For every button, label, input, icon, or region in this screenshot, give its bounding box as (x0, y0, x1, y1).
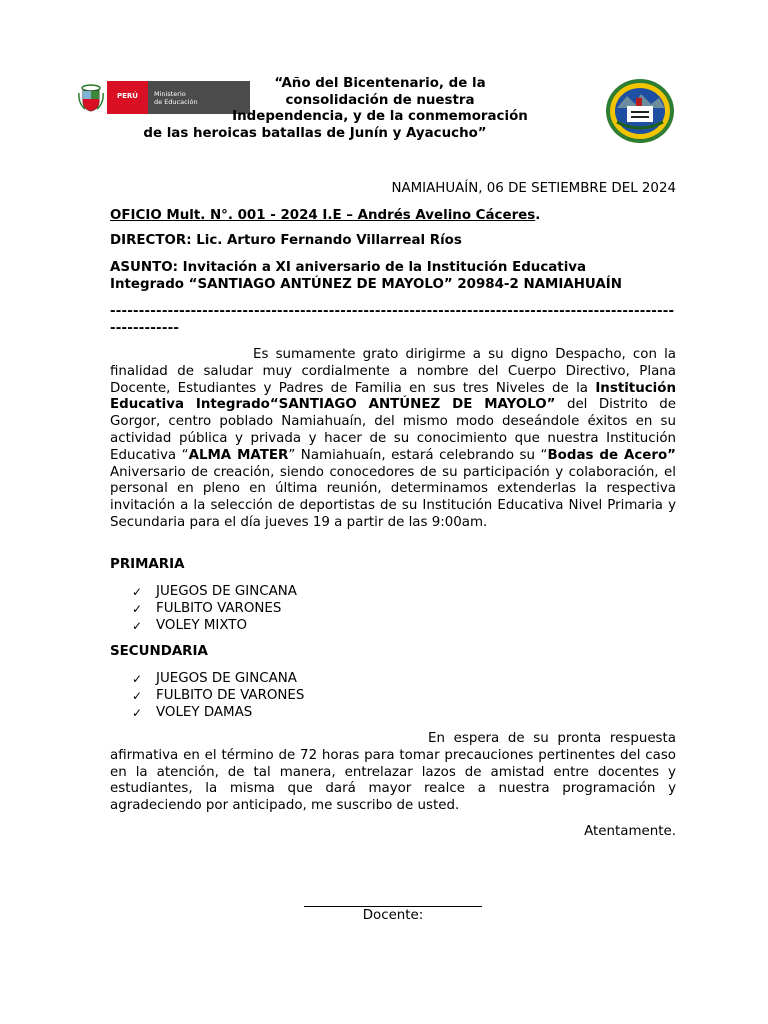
check-icon: ✓ (132, 601, 143, 616)
list-item-label: VOLEY DAMAS (156, 704, 253, 720)
motto-line-4: de las heroicas batallas de Junín y Ayacucho” (143, 125, 487, 141)
institution-name: Institución Educativa Integrado“SANTIAGO ANTÚNEZ DE MAYOLO” (110, 380, 676, 413)
list-item-label: JUEGOS DE GINCANA (156, 671, 297, 686)
list-item (132, 671, 304, 688)
response-text: En espera de su pronta respuesta afirmativa en el término de 72 horas para tomar precauciones pertinentes del caso en la atención, de tal manera, entrelazar lazos de amistad entre docentes y estudiantes, la misma que dará mayor realce a nuestra programación y agradeciendo por anticipado, me suscribo de usted. (110, 731, 676, 814)
list-item-label: VOLEY MIXTO (156, 617, 247, 633)
list-item (132, 618, 297, 635)
motto-line-2: consolidación de nuestra (285, 92, 475, 108)
primaria-list (132, 584, 297, 634)
subject-block (110, 260, 676, 294)
logo-ministry-line2: de Educación (154, 98, 198, 106)
director-line: DIRECTOR: Lic. Arturo Fernando Villarreal Ríos (110, 233, 462, 248)
subject-line-1: ASUNTO: Invitación a XI aniversario de la Institución Educativa (110, 260, 587, 275)
oficio-reference (110, 208, 676, 225)
secundaria-list (132, 671, 304, 721)
motto-line-1: “Año del Bicentenario, de la (274, 76, 486, 91)
list-item (132, 705, 304, 722)
year-motto (143, 76, 600, 142)
invitation-paragraph (110, 347, 676, 532)
paragraph-part-g: Aniversario de creación, siendo conocedores de su participación y colaboración, el personal en pleno en última reunión, determinamos extenderlas la respectiva invitación a la selección de deportistas de su Institución Educativa Nivel Primaria y Secundaria para el día jueves 19 a partir de las 9:00am. (110, 464, 676, 530)
paragraph-part-e: ” Namiahuaín, estará celebrando su “ (288, 447, 548, 463)
list-item (132, 688, 304, 705)
logo-ministry-line1: Ministerio (154, 90, 186, 98)
motto-line-3: Independencia, y de la conmemoración (232, 109, 528, 124)
place-and-date: NAMIAHUAÍN, 06 DE SETIEMBRE DEL 2024 (391, 181, 676, 196)
paragraph-part-a: Es sumamente grato dirigirme a su digno Despacho, con la finalidad de saludar muy cordialmente a nombre del Cuerpo Directivo, Plana Docente, Estudiantes y Padres de Familia en sus tres Niveles de la (110, 347, 676, 396)
separator-dashes: -------------------------------------------------------------------------------------------------------------- (110, 304, 675, 336)
school-emblem-icon (605, 78, 675, 144)
primaria-heading: PRIMARIA (110, 557, 185, 572)
signature-label: Docente: (362, 908, 424, 923)
list-item-label: FULBITO DE VARONES (156, 687, 305, 703)
list-item-label: FULBITO VARONES (156, 600, 282, 616)
check-icon: ✓ (132, 705, 143, 720)
peru-coat-of-arms-icon (74, 81, 107, 114)
oficio-period: . (535, 208, 541, 223)
list-item-label: JUEGOS DE GINCANA (156, 584, 297, 599)
secundaria-heading: SECUNDARIA (110, 644, 208, 659)
signature-line (304, 906, 482, 907)
paragraph-part-c: del Distrito de Gorgor, centro poblado Namiahuaín, del mismo modo deseándole éxitos en su actividad pública y privada y hacer de su conocimiento que nuestra Institución Educativa “ (110, 397, 676, 463)
bodas-de-acero: Bodas de Acero” (547, 447, 676, 463)
list-item (132, 584, 297, 601)
response-paragraph (110, 731, 676, 815)
subject-line-2: Integrado “SANTIAGO ANTÚNEZ DE MAYOLO” 20984-2 NAMIAHUAÍN (110, 276, 622, 292)
alma-mater: ALMA MATER (188, 447, 289, 463)
logo-country-label: PERÚ (107, 81, 148, 114)
check-icon: ✓ (132, 585, 143, 599)
list-item (132, 601, 297, 618)
check-icon: ✓ (132, 618, 143, 633)
check-icon: ✓ (132, 672, 143, 686)
closing-salutation: Atentamente. (584, 824, 676, 839)
oficio-number: OFICIO Mult. N°. 001 - 2024 I.E – Andrés Avelino Cáceres (110, 208, 536, 223)
check-icon: ✓ (132, 688, 143, 703)
